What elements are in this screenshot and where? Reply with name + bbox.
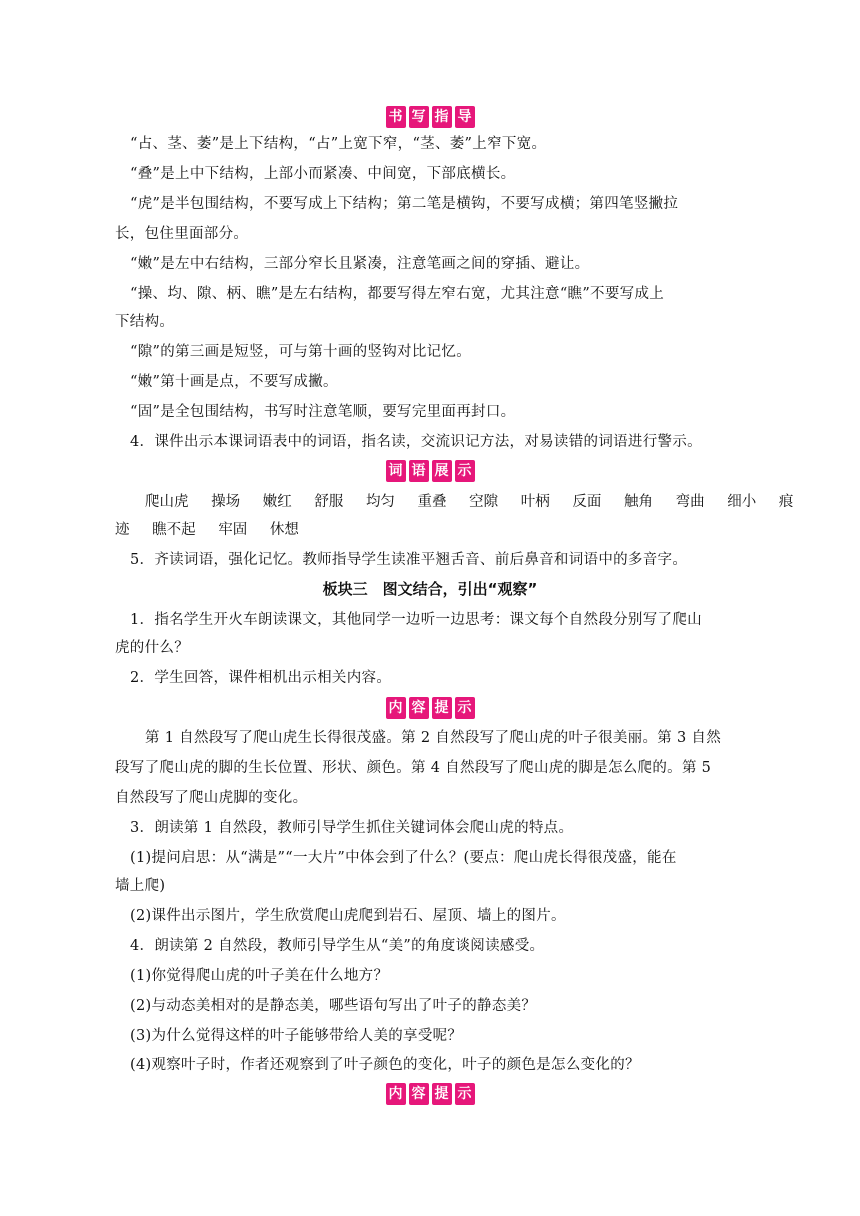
writing-guide-line: “虎”是半包围结构，不要写成上下结构；第二笔是横钩，不要写成横；第四笔竖撇拉 — [130, 196, 679, 212]
content-hint-line: 段写了爬山虎的脚的生长位置、形状、颜色。第 4 自然段写了爬山虎的脚是怎么爬的。第 5 — [115, 760, 712, 776]
s3-step-4-question: (1)你觉得爬山虎的叶子美在什么地方？ — [130, 968, 389, 984]
badge-char: 示 — [455, 1083, 475, 1105]
s3-step-4-question: (2)与动态美相对的是静态美，哪些语句写出了叶子的静态美？ — [130, 998, 537, 1014]
step-5: 5．齐读词语，强化记忆。教师指导学生读准平翘舌音、前后鼻音和词语中的多音字。 — [130, 552, 688, 568]
writing-guide-line: “占、茎、萎”是上下结构，“占”上宽下窄，“茎、萎”上窄下宽。 — [130, 136, 547, 152]
badge-char: 语 — [409, 460, 429, 482]
s3-question-2: (2)课件出示图片，学生欣赏爬山虎爬到岩石、屋顶、墙上的图片。 — [130, 908, 566, 924]
writing-guide-line: 下结构。 — [115, 314, 175, 330]
badge-char: 内 — [386, 697, 406, 719]
vocab-word: 痕 — [778, 494, 794, 510]
badge-char: 词 — [386, 460, 406, 482]
s3-step-1: 1．指名学生开火车朗读课文，其他同学一边听一边思考：课文每个自然段分别写了爬山 — [130, 612, 702, 628]
badge-char: 展 — [432, 460, 452, 482]
content-hint-badge-2 — [0, 1083, 860, 1107]
vocab-word: 休想 — [269, 522, 299, 538]
writing-guide-badge — [0, 106, 860, 130]
vocab-word: 空隙 — [469, 494, 499, 510]
vocab-word: 迹 — [115, 522, 130, 538]
vocab-word: 触角 — [623, 494, 653, 510]
badge-char: 容 — [409, 697, 429, 719]
vocab-word: 细小 — [727, 494, 757, 510]
vocab-word: 操场 — [211, 494, 241, 510]
badge-char: 指 — [432, 106, 452, 128]
writing-guide-line: “叠”是上中下结构，上部小而紧凑、中间宽，下部底横长。 — [130, 166, 516, 182]
s3-step-2: 2．学生回答，课件相机出示相关内容。 — [130, 670, 392, 686]
vocab-row-1 — [145, 492, 793, 512]
badge-char: 提 — [432, 697, 452, 719]
vocab-word: 嫩红 — [262, 494, 292, 510]
badge-char: 导 — [455, 106, 475, 128]
vocab-display-badge — [0, 460, 860, 484]
badge-char: 内 — [386, 1083, 406, 1105]
writing-guide-line: “固”是全包围结构，书写时注意笔顺，要写完里面再封口。 — [130, 404, 516, 420]
content-hint-line: 自然段写了爬山虎脚的变化。 — [115, 790, 308, 806]
badge-char: 示 — [455, 460, 475, 482]
writing-guide-line: 长，包住里面部分。 — [115, 226, 249, 242]
badge-char: 书 — [386, 106, 406, 128]
content-hint-line: 第 1 自然段写了爬山虎生长得很茂盛。第 2 自然段写了爬山虎的叶子很美丽。第 3 自然 — [145, 730, 722, 746]
s3-step-3: 3．朗读第 1 自然段，教师引导学生抓住关键词体会爬山虎的特点。 — [130, 820, 574, 836]
content-hint-badge — [0, 697, 860, 721]
vocab-word: 弯曲 — [675, 494, 705, 510]
vocab-word: 均匀 — [365, 494, 395, 510]
step-4-vocab: 4．课件出示本课词语表中的词语，指名读，交流识记方法，对易读错的词语进行警示。 — [130, 434, 702, 450]
s3-step-4: 4．朗读第 2 自然段，教师引导学生从“美”的角度谈阅读感受。 — [130, 938, 545, 954]
vocab-word: 瞧不起 — [152, 522, 196, 538]
badge-char: 容 — [409, 1083, 429, 1105]
writing-guide-line: “嫩”第十画是点，不要写成撇。 — [130, 374, 338, 390]
vocab-word: 舒服 — [314, 494, 344, 510]
vocab-word: 反面 — [572, 494, 602, 510]
badge-char: 提 — [432, 1083, 452, 1105]
vocab-row-2 — [115, 520, 317, 540]
s3-question-1: (1)提问启思：从“满是”“一大片”中体会到了什么？(要点：爬山虎长得很茂盛，能在 — [130, 850, 677, 866]
writing-guide-line: “操、均、隙、柄、瞧”是左右结构，都要写得左窄右宽，尤其注意“瞧”不要写成上 — [130, 286, 665, 302]
vocab-word: 叶柄 — [520, 494, 550, 510]
s3-step-4-question: (4)观察叶子时，作者还观察到了叶子颜色的变化，叶子的颜色是怎么变化的？ — [130, 1057, 640, 1073]
s3-step-1-cont: 虎的什么？ — [115, 640, 189, 656]
section-3-title: 板块三 图文结合，引出“观察” — [322, 580, 538, 598]
badge-char: 写 — [409, 106, 429, 128]
vocab-word: 重叠 — [417, 494, 447, 510]
s3-step-4-question: (3)为什么觉得这样的叶子能够带给人美的享受呢？ — [130, 1028, 463, 1044]
writing-guide-line: “嫩”是左中右结构，三部分窄长且紧凑，注意笔画之间的穿插、避让。 — [130, 256, 590, 272]
vocab-word: 牢固 — [218, 522, 248, 538]
s3-question-1-cont: 墙上爬) — [115, 878, 166, 894]
badge-char: 示 — [455, 697, 475, 719]
vocab-word: 爬山虎 — [145, 494, 189, 510]
writing-guide-line: “隙”的第三画是短竖，可与第十画的竖钩对比记忆。 — [130, 344, 472, 360]
